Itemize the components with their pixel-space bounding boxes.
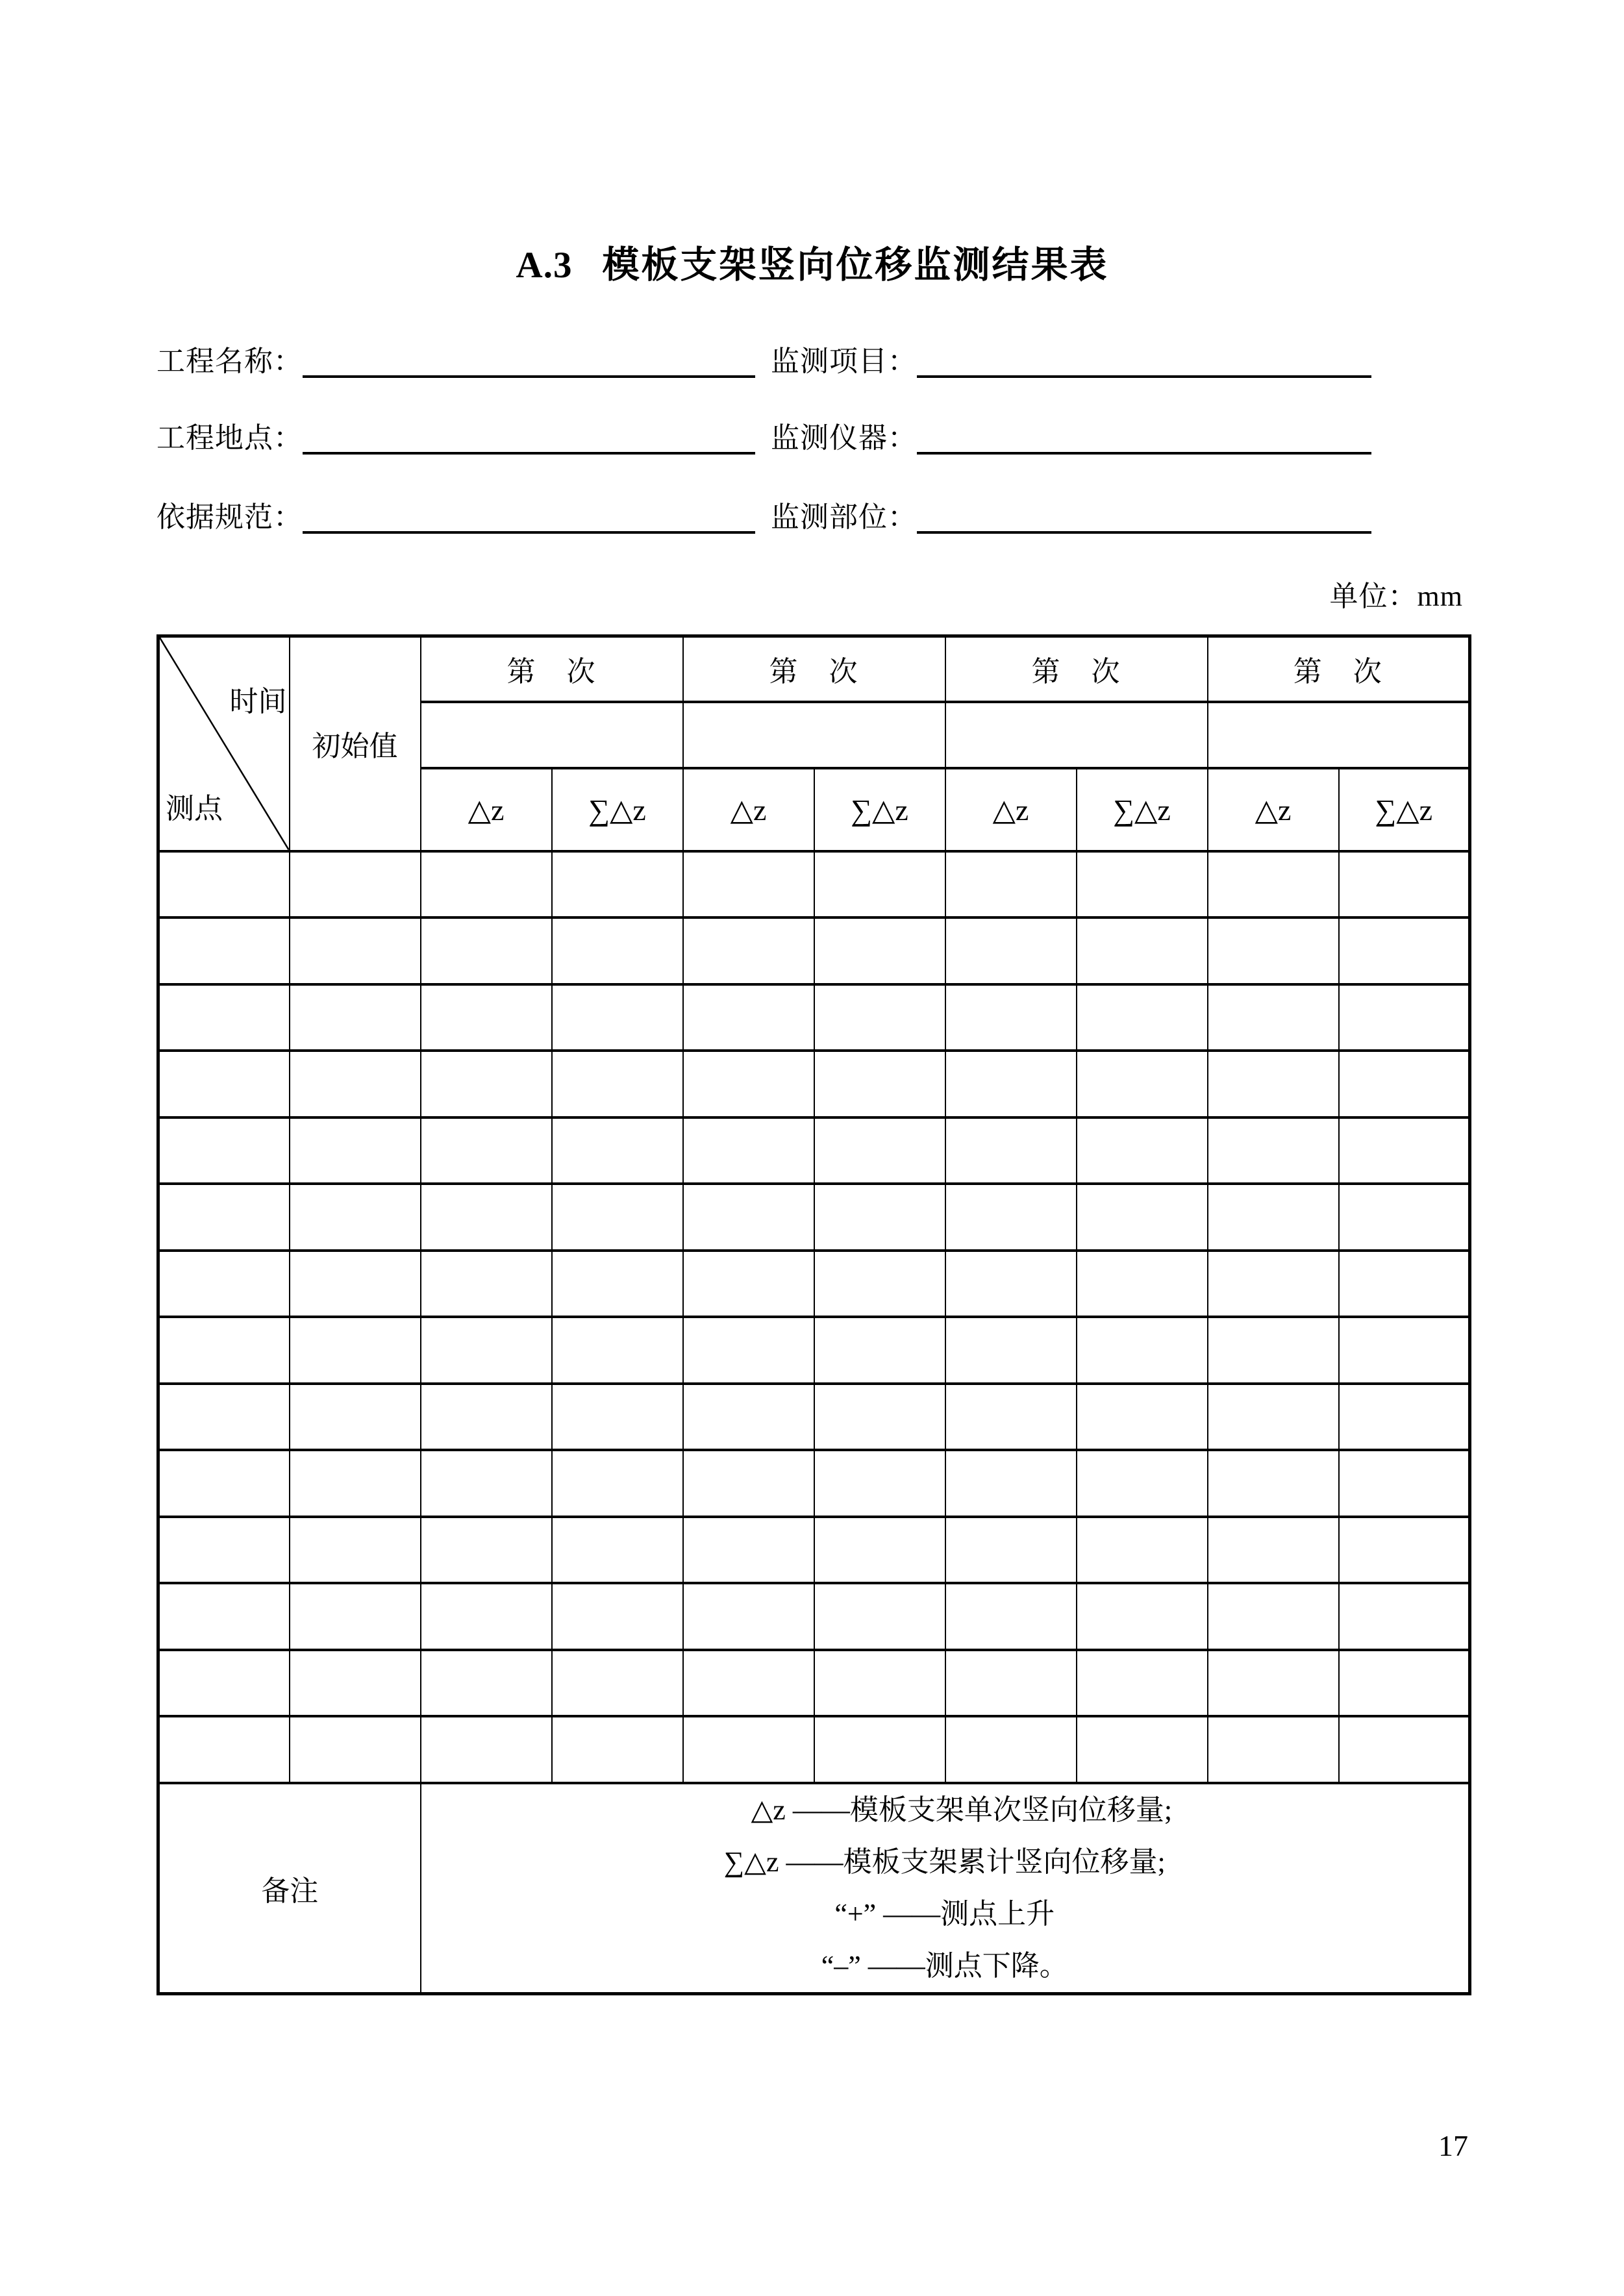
data-row <box>158 1251 1470 1317</box>
data-cell <box>552 1384 683 1451</box>
data-cell <box>158 851 290 918</box>
initial-value-header: 初始值 <box>290 636 421 851</box>
monitoring-item-blank <box>917 344 1371 378</box>
project-name-blank <box>303 344 755 378</box>
data-cell <box>945 1117 1077 1184</box>
data-cell <box>421 1384 552 1451</box>
data-cell <box>421 1650 552 1717</box>
data-cell <box>1339 1184 1470 1251</box>
data-cell <box>158 1184 290 1251</box>
title-text: 模板支架竖向位移监测结果表 <box>602 245 1109 286</box>
data-cell <box>421 984 552 1051</box>
data-cell <box>421 1517 552 1584</box>
data-cell <box>814 1583 945 1650</box>
form-row-2 <box>156 419 1371 455</box>
form-row-3 <box>156 499 1371 534</box>
data-cell <box>158 1517 290 1584</box>
data-cell <box>945 1051 1077 1117</box>
data-cell <box>945 1650 1077 1717</box>
data-cell <box>290 1517 421 1584</box>
data-cell <box>683 1650 814 1717</box>
data-cell <box>945 1384 1077 1451</box>
data-cell <box>814 1317 945 1384</box>
basis-standard-blank <box>303 500 755 534</box>
session-header-2: 第 次 <box>683 636 945 702</box>
data-row <box>158 1317 1470 1384</box>
data-cell <box>1208 984 1339 1051</box>
data-cell <box>290 1384 421 1451</box>
data-cell <box>1339 1650 1470 1717</box>
data-cell <box>1208 917 1339 984</box>
project-name-label: 工程名称： <box>156 345 303 377</box>
remark-line: “–” ——测点下降。 <box>821 1949 1068 1982</box>
data-cell <box>158 1583 290 1650</box>
data-cell <box>290 1317 421 1384</box>
data-cell <box>1208 1450 1339 1517</box>
data-row <box>158 1583 1470 1650</box>
data-cell <box>1339 984 1470 1051</box>
session-date-cell-3 <box>945 702 1208 768</box>
project-location-label: 工程地点： <box>156 422 303 454</box>
data-cell <box>683 984 814 1051</box>
data-cell <box>290 917 421 984</box>
corner-time-label: 时间 <box>229 686 287 718</box>
data-cell <box>683 1184 814 1251</box>
data-cell <box>1339 1583 1470 1650</box>
data-cell <box>1077 851 1208 918</box>
data-cell <box>158 1716 290 1783</box>
data-cell <box>1339 1117 1470 1184</box>
data-cell <box>421 851 552 918</box>
data-cell <box>1077 984 1208 1051</box>
monitoring-instrument-blank <box>917 421 1371 455</box>
data-cell <box>683 851 814 918</box>
data-cell <box>1208 1716 1339 1783</box>
data-cell <box>290 1650 421 1717</box>
data-cell <box>290 1184 421 1251</box>
data-cell <box>1339 1051 1470 1117</box>
data-cell <box>814 1184 945 1251</box>
delta-z-header-3: △z <box>945 768 1077 851</box>
data-cell <box>290 851 421 918</box>
session-date-cell-4 <box>1208 702 1470 768</box>
data-cell <box>158 1450 290 1517</box>
data-row <box>158 1384 1470 1451</box>
remarks-content-cell <box>421 1783 1470 1994</box>
data-cell <box>421 1051 552 1117</box>
data-cell <box>158 1051 290 1117</box>
data-cell <box>552 1716 683 1783</box>
data-cell <box>421 1117 552 1184</box>
data-cell <box>1077 1184 1208 1251</box>
data-cell <box>814 1650 945 1717</box>
data-cell <box>290 1450 421 1517</box>
data-cell <box>421 1184 552 1251</box>
data-cell <box>945 1583 1077 1650</box>
data-cell <box>945 1184 1077 1251</box>
data-cell <box>683 1251 814 1317</box>
data-cell <box>1077 1716 1208 1783</box>
corner-cell <box>158 636 290 851</box>
data-row <box>158 984 1470 1051</box>
data-cell <box>158 1317 290 1384</box>
data-cell <box>1208 1384 1339 1451</box>
data-cell <box>1339 1716 1470 1783</box>
page-number: 17 <box>1438 2129 1468 2162</box>
data-cell <box>158 1384 290 1451</box>
data-cell <box>1077 1583 1208 1650</box>
data-cell <box>814 917 945 984</box>
data-cell <box>945 1317 1077 1384</box>
data-cell <box>1077 1517 1208 1584</box>
data-cell <box>814 1117 945 1184</box>
data-cell <box>421 917 552 984</box>
data-cell <box>552 1583 683 1650</box>
data-cell <box>1208 1251 1339 1317</box>
data-cell <box>814 984 945 1051</box>
data-row <box>158 851 1470 918</box>
data-cell <box>1077 1650 1208 1717</box>
data-row <box>158 1517 1470 1584</box>
sum-delta-z-header-1: ∑△z <box>552 768 683 851</box>
data-cell <box>421 1251 552 1317</box>
basis-standard-label: 依据规范： <box>156 501 303 533</box>
data-cell <box>683 1317 814 1384</box>
monitoring-instrument-label: 监测仪器： <box>771 422 917 454</box>
data-cell <box>945 1716 1077 1783</box>
session-header-1: 第 次 <box>421 636 683 702</box>
data-cell <box>1077 1384 1208 1451</box>
data-row <box>158 1184 1470 1251</box>
data-cell <box>814 1716 945 1783</box>
page-title <box>156 235 1468 288</box>
data-cell <box>1339 917 1470 984</box>
data-cell <box>945 1517 1077 1584</box>
data-cell <box>683 1450 814 1517</box>
form-row-1 <box>156 343 1371 378</box>
monitoring-table <box>156 634 1471 1995</box>
data-cell <box>1077 1251 1208 1317</box>
data-cell <box>1339 851 1470 918</box>
sum-delta-z-header-4: ∑△z <box>1339 768 1470 851</box>
data-cell <box>945 1251 1077 1317</box>
data-cell <box>1339 1317 1470 1384</box>
data-cell <box>290 1051 421 1117</box>
data-cell <box>683 1384 814 1451</box>
data-cell <box>552 851 683 918</box>
data-cell <box>1208 1184 1339 1251</box>
data-cell <box>683 1716 814 1783</box>
data-cell <box>814 1450 945 1517</box>
corner-point-label: 测点 <box>166 792 223 825</box>
unit-note: 单位：mm <box>1329 580 1463 612</box>
monitoring-item-label: 监测项目： <box>771 345 917 377</box>
data-cell <box>158 1650 290 1717</box>
data-cell <box>1339 1384 1470 1451</box>
data-cell <box>290 1117 421 1184</box>
data-cell <box>552 1184 683 1251</box>
data-cell <box>1077 1317 1208 1384</box>
data-cell <box>945 851 1077 918</box>
data-cell <box>683 917 814 984</box>
data-cell <box>421 1450 552 1517</box>
data-cell <box>158 1251 290 1317</box>
title-number: A.3 <box>516 245 573 286</box>
remark-line: “+” ——测点上升 <box>834 1897 1055 1930</box>
data-cell <box>945 1450 1077 1517</box>
delta-z-header-2: △z <box>683 768 814 851</box>
data-cell <box>158 1117 290 1184</box>
data-cell <box>1208 1650 1339 1717</box>
data-cell <box>1208 1051 1339 1117</box>
data-cell <box>1208 1583 1339 1650</box>
remark-line: △z ——模板支架单次竖向位移量; <box>751 1793 1173 1826</box>
sum-delta-z-header-2: ∑△z <box>814 768 945 851</box>
data-cell <box>814 851 945 918</box>
data-cell <box>290 1251 421 1317</box>
data-cell <box>1077 1117 1208 1184</box>
data-cell <box>552 984 683 1051</box>
data-cell <box>421 1716 552 1783</box>
session-header-3: 第 次 <box>945 636 1208 702</box>
data-cell <box>1208 1517 1339 1584</box>
data-cell <box>290 984 421 1051</box>
data-cell <box>552 1517 683 1584</box>
data-cell <box>1208 1117 1339 1184</box>
sum-delta-z-header-3: ∑△z <box>1077 768 1208 851</box>
data-cell <box>552 1051 683 1117</box>
data-cell <box>552 917 683 984</box>
session-header-4: 第 次 <box>1208 636 1470 702</box>
remarks-row <box>158 1783 1470 1994</box>
data-row <box>158 1450 1470 1517</box>
data-cell <box>1077 917 1208 984</box>
data-cell <box>1339 1450 1470 1517</box>
data-row <box>158 1117 1470 1184</box>
data-row <box>158 917 1470 984</box>
data-cell <box>1077 1450 1208 1517</box>
data-cell <box>552 1251 683 1317</box>
data-cell <box>1077 1051 1208 1117</box>
session-date-cell-1 <box>421 702 683 768</box>
data-row <box>158 1051 1470 1117</box>
data-cell <box>421 1583 552 1650</box>
delta-z-header-1: △z <box>421 768 552 851</box>
remarks-label-cell: 备注 <box>158 1783 421 1994</box>
data-cell <box>290 1583 421 1650</box>
data-cell <box>945 984 1077 1051</box>
project-location-blank <box>303 421 755 455</box>
data-cell <box>1208 1317 1339 1384</box>
data-cell <box>814 1384 945 1451</box>
data-cell <box>945 917 1077 984</box>
delta-z-header-4: △z <box>1208 768 1339 851</box>
data-cell <box>814 1051 945 1117</box>
data-row <box>158 1716 1470 1783</box>
monitoring-part-label: 监测部位： <box>771 501 917 533</box>
data-cell <box>683 1517 814 1584</box>
data-cell <box>421 1317 552 1384</box>
data-cell <box>683 1051 814 1117</box>
session-date-cell-2 <box>683 702 945 768</box>
data-cell <box>683 1117 814 1184</box>
data-cell <box>290 1716 421 1783</box>
data-cell <box>158 917 290 984</box>
data-cell <box>552 1317 683 1384</box>
data-cell <box>158 984 290 1051</box>
data-cell <box>814 1517 945 1584</box>
data-cell <box>552 1450 683 1517</box>
data-cell <box>814 1251 945 1317</box>
monitoring-part-blank <box>917 500 1371 534</box>
data-cell <box>683 1583 814 1650</box>
header-row-sessions <box>158 636 1470 702</box>
data-cell <box>552 1650 683 1717</box>
data-cell <box>1339 1251 1470 1317</box>
data-cell <box>1339 1517 1470 1584</box>
remark-line: ∑△z ——模板支架累计竖向位移量; <box>723 1845 1166 1878</box>
data-cell <box>1208 851 1339 918</box>
data-row <box>158 1650 1470 1717</box>
data-cell <box>552 1117 683 1184</box>
monitoring-table-body <box>158 636 1470 1994</box>
